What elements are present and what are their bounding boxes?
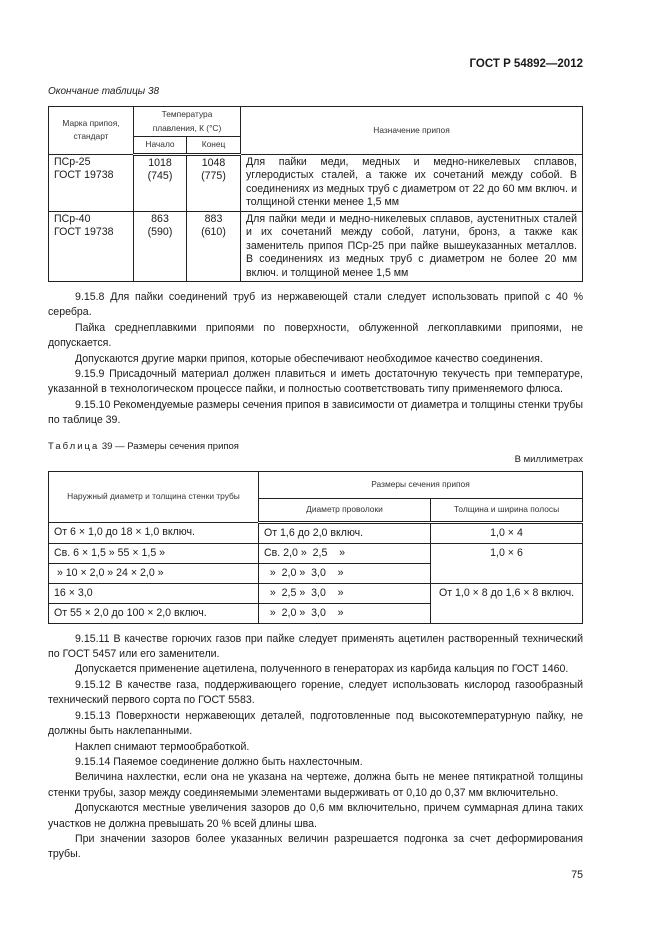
- paragraph: 9.15.14 Паяемое соединение должно быть нахлесточным.: [75, 755, 363, 768]
- paragraph: Наклеп снимают термообработкой.: [75, 740, 250, 753]
- purpose: Для пайки меди и медно-никелевых сплавов, аустенитных сталей и их сочетаний между собой, латуни, бронз, а также как заменитель припоя ПСр-25 при пайке вышеуказанных металлов. В соединениях из медных труб с диаметром не более 20 мм включ. и толщиной менее 1,5 мм: [241, 211, 583, 282]
- pipe: От 6 × 1,0 до 18 × 1,0 включ.: [49, 522, 259, 543]
- start-c: (590): [147, 226, 173, 238]
- standard: ГОСТ 19738: [54, 169, 114, 181]
- table39-unit: В миллиметрах: [514, 453, 583, 465]
- table-39: [48, 471, 583, 624]
- wire: От 1,6 до 2,0 включ.: [259, 522, 431, 543]
- header-wire: Диаметр проволоки: [259, 498, 431, 522]
- paragraph: 9.15.11 В качестве горючих газов при пайке следует применять ацетилен растворенный технический по ГОСТ 5457 или его заменители.: [48, 632, 583, 661]
- pipe: 16 × 3,0: [49, 583, 259, 603]
- header-purpose: Назначение припоя: [241, 107, 583, 155]
- paragraph: Допускаются местные увеличения зазоров до 0,6 мм включительно, причем суммарная длина таких участков не должна превышать 20 % всей длины шва.: [48, 802, 583, 830]
- brand: ПСр-25: [54, 155, 91, 168]
- end-c: (610): [201, 226, 226, 238]
- paragraph: 9.15.9 Присадочный материал должен плавиться и иметь достаточную текучесть при температуре, указанной в технологическом процессе пайки, и полностью соответствовать типу применяемого флюса.: [48, 368, 583, 396]
- start-k: 863: [151, 212, 169, 225]
- paragraph: 9.15.8 Для пайки соединений труб из нержавеющей стали следует использовать припой с 40 % серебра.: [48, 291, 583, 319]
- paragraph: Величина нахлестки, если она не указана на чертеже, должна быть не менее пятикратной толщины стенки трубы, зазор между соединяемыми элементами выдерживать от 0,10 до 0,37 мм включительно.: [48, 771, 583, 799]
- table-row: [49, 154, 583, 211]
- brand: ПСр-40: [54, 212, 91, 225]
- paragraphs-block-2: [48, 632, 583, 863]
- wire: » 2,0 » 3,0 »: [259, 603, 431, 623]
- table38-caption: Окончание таблицы 38: [48, 86, 160, 97]
- header-strip: Толщина и ширина полосы: [431, 498, 583, 522]
- page-number: 75: [571, 868, 583, 881]
- pipe: » 10 × 2,0 » 24 × 2,0 »: [49, 563, 259, 583]
- purpose: Для пайки меди, медных и медно-никелевых сплавов, углеродистых сталей, а также их сочетаний между собой. В соединениях из медных труб с диаметром от 22 до 60 мм включ. и толщиной стенки менее 1,5 мм: [241, 154, 583, 211]
- header-end: Конец: [187, 137, 241, 155]
- header-start: Начало: [134, 137, 187, 155]
- paragraph: Допускается применение ацетилена, полученного в генераторах из карбида кальция по ГОСТ 1460.: [75, 663, 569, 676]
- document-id: ГОСТ Р 54892—2012: [469, 58, 583, 70]
- table39-caption: [48, 441, 583, 452]
- strip: От 1,0 × 8 до 1,6 × 8 включ.: [431, 583, 583, 623]
- paragraph: 9.15.10 Рекомендуемые размеры сечения припоя в зависимости от диаметра и толщины стенки трубы по таблице 39.: [48, 398, 583, 427]
- end-c: (775): [201, 170, 226, 182]
- start-k: 1018: [148, 156, 172, 169]
- standard: ГОСТ 19738: [54, 226, 114, 238]
- paragraph: Допускаются другие марки припоя, которые обеспечивают необходимое качество соединения.: [75, 352, 543, 365]
- end-k: 883: [204, 212, 223, 225]
- paragraph: 9.15.12 В качестве газа, поддерживающего горение, следует использовать кислород газообразный технический первого сорта по ГОСТ 5583.: [48, 678, 583, 707]
- wire: Св. 2,0 » 2,5 »: [259, 543, 431, 563]
- strip: 1,0 × 4: [431, 522, 583, 543]
- paragraph: При значении зазоров более указанных величин разрешается подгонка за счет деформирования трубы.: [48, 832, 583, 861]
- wire: » 2,5 » 3,0 »: [259, 583, 431, 603]
- paragraph: 9.15.13 Поверхности нержавеющих деталей, подготовленные под высокотемпературную пайку, не должны быть наклепанными.: [48, 709, 583, 738]
- pipe: Св. 6 × 1,5 » 55 × 1,5 »: [49, 543, 259, 563]
- caption-title: 39 — Размеры сечения припоя: [99, 440, 239, 452]
- caption-prefix: Таблица: [48, 440, 100, 452]
- paragraphs-block-1: [48, 290, 583, 429]
- header-brand: Марка припоя, стандарт: [49, 107, 134, 155]
- table-38: [48, 106, 583, 282]
- table-row: [49, 522, 583, 543]
- header-temp: Температура плавления, К (°С): [134, 107, 241, 137]
- table-row: [49, 583, 583, 603]
- header-sizes: Размеры сечения припоя: [259, 471, 583, 498]
- start-c: (745): [147, 170, 173, 182]
- strip: 1,0 × 6: [431, 543, 583, 583]
- paragraph: Пайка среднеплавкими припоями по поверхности, облуженной легкоплавкими припоями, не допускается.: [48, 321, 583, 350]
- header-pipe: Наружный диаметр и толщина стенки трубы: [49, 471, 259, 522]
- pipe: От 55 × 2,0 до 100 × 2,0 включ.: [49, 603, 259, 623]
- table-row: [49, 543, 583, 563]
- wire: » 2,0 » 3,0 »: [259, 563, 431, 583]
- table-row: [49, 211, 583, 282]
- end-k: 1048: [201, 156, 226, 169]
